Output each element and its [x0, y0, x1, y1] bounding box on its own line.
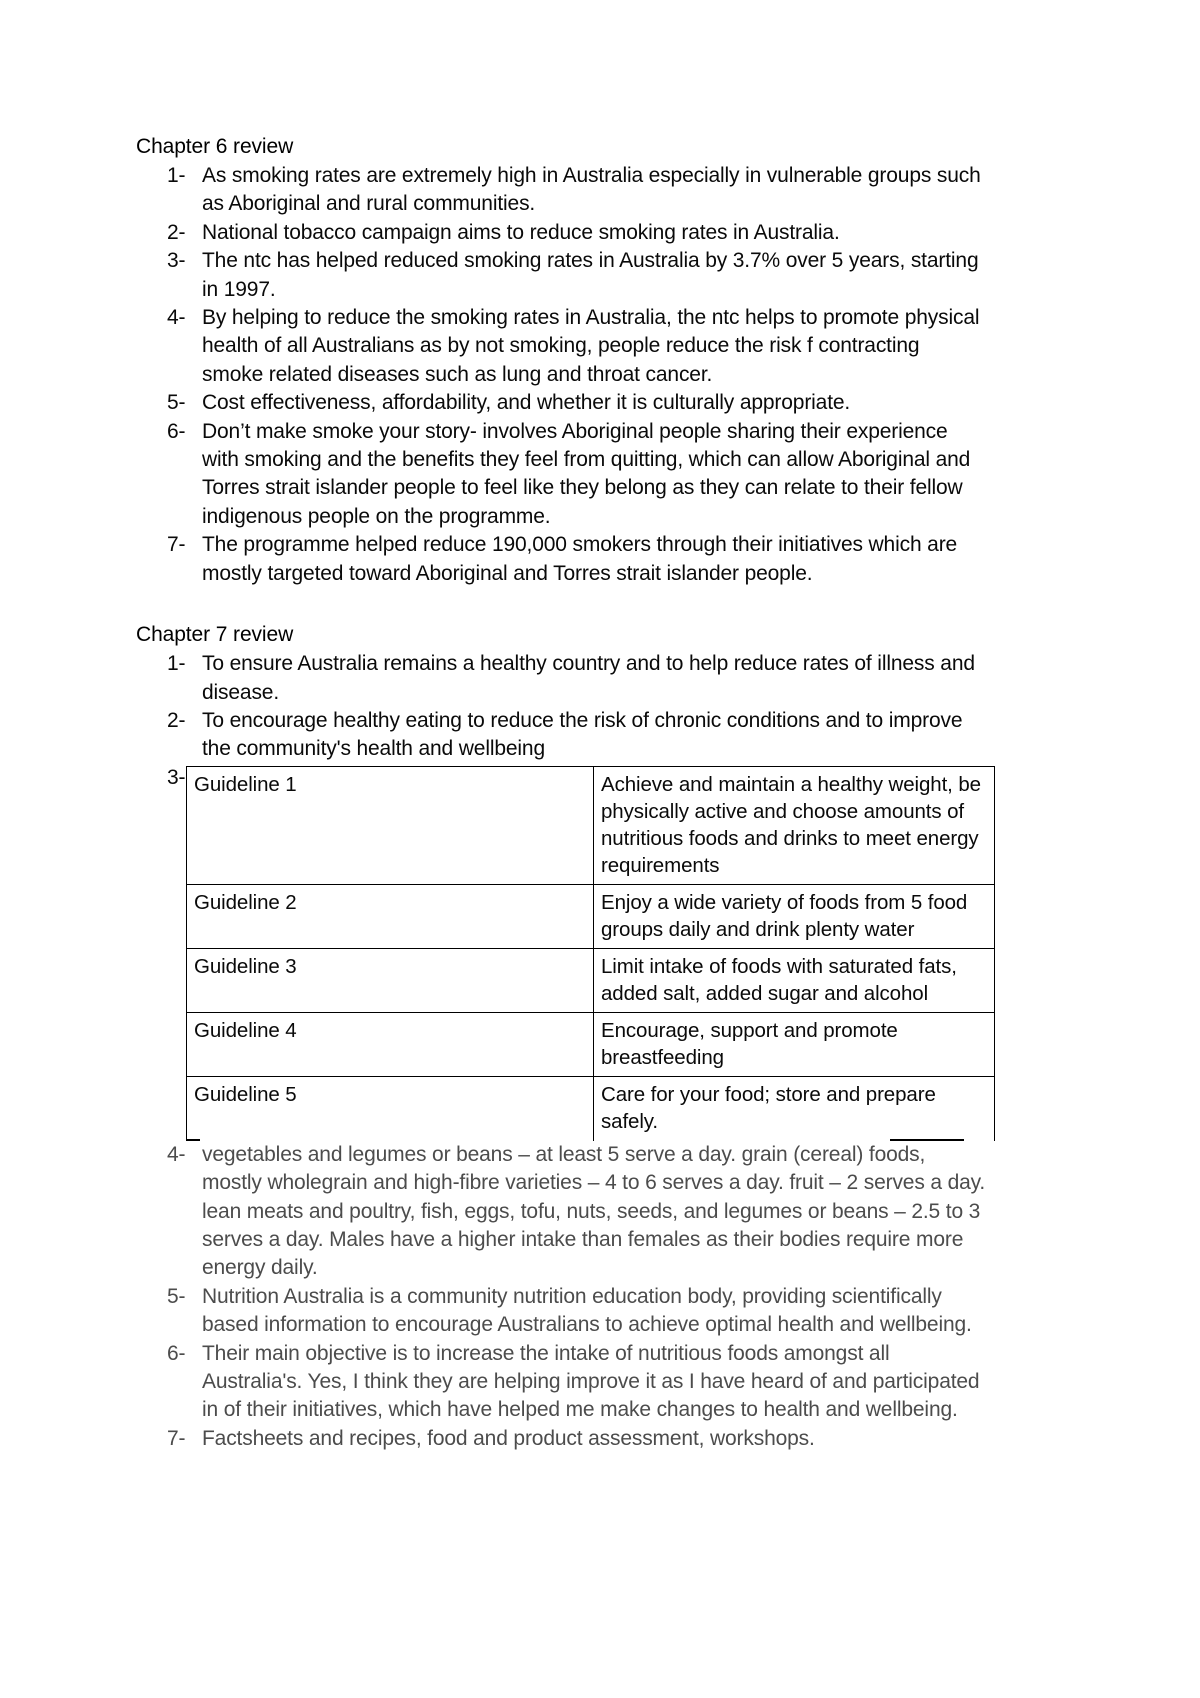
list-item-marker: 4-: [167, 306, 186, 330]
list-item-marker: 3-: [167, 765, 186, 789]
table-row: [187, 948, 995, 1012]
list-item-text: To encourage healthy eating to reduce the risk of chronic conditions and to improve the community's health and wellbeing: [202, 708, 963, 761]
list-item-text: To ensure Australia remains a healthy country and to help reduce rates of illness and disease.: [202, 652, 975, 704]
list-item: [136, 418, 986, 532]
section-heading-chapter-7: Chapter 7 review: [136, 623, 294, 647]
list-item-marker: 4-: [167, 1142, 186, 1166]
list-item: [136, 219, 986, 247]
table-row: [187, 766, 995, 884]
list-item-marker: 1-: [167, 164, 186, 187]
list-item-text: The ntc has helped reduced smoking rates in Australia by 3.7% over 5 years, starting in 1997.: [202, 249, 979, 301]
guideline-description: Limit intake of foods with saturated fats, added salt, added sugar and alcohol: [594, 948, 995, 1012]
list-item-marker: 2-: [167, 220, 186, 244]
guideline-description: Care for your food; store and prepare safely.: [594, 1076, 995, 1140]
guideline-label: Guideline 2: [187, 884, 594, 948]
list-item: [136, 1141, 986, 1283]
list-item-marker: 1-: [167, 652, 186, 676]
table-row: [187, 1076, 995, 1140]
section-spacer: [136, 588, 986, 620]
list-item: [136, 162, 986, 219]
list-item-marker: 7-: [167, 1426, 186, 1450]
list-item-marker: 3-: [167, 249, 186, 273]
list-item-marker: 2-: [167, 708, 186, 732]
list-item-text: vegetables and legumes or beans – at least 5 serve a day. grain (cereal) foods, mostly wholegrain and high-fibre varieties – 4 to 6 serves a day. fruit – 2 serves a day. lean meats and poultry, fish, eggs, tofu, nuts, seeds, and legumes or beans – 2.5 to 3 serves a day. Males have a higher intake than females as their bodies require more energy daily.: [202, 1142, 986, 1280]
guideline-description: Encourage, support and promote breastfeeding: [594, 1012, 995, 1076]
document-body: [136, 132, 986, 1453]
guideline-label: Guideline 3: [187, 948, 594, 1012]
guideline-description: Achieve and maintain a healthy weight, be physically active and choose amounts of nutritious foods and drinks to meet energy requirements: [594, 766, 995, 884]
guideline-description: Enjoy a wide variety of foods from 5 food groups daily and drink plenty water: [594, 884, 995, 948]
list-item-text: Their main objective is to increase the intake of nutritious foods amongst all Australia's. Yes, I think they are helping improve it as I have heard of and participated in of their initiatives, which have helped me make changes to health and wellbeing.: [202, 1341, 980, 1422]
guideline-label: Guideline 1: [187, 766, 594, 884]
list-item-text: National tobacco campaign aims to reduce smoking rates in Australia.: [202, 220, 840, 244]
section-heading-chapter-6: Chapter 6 review: [136, 135, 294, 158]
table-row: [187, 1012, 995, 1076]
list-item-text: By helping to reduce the smoking rates in Australia, the ntc helps to promote physical health of all Australians as by not smoking, people reduce the risk f contracting smoke related diseases such as lung and throat cancer.: [202, 306, 980, 386]
list-item: [136, 707, 986, 764]
list-item-marker: 5-: [167, 391, 186, 415]
chapter-7-continued-list: [136, 1141, 986, 1453]
guideline-label: Guideline 5: [187, 1076, 594, 1140]
guidelines-table-wrapper: [186, 766, 981, 1141]
list-item-text: The programme helped reduce 190,000 smokers through their initiatives which are mostly targeted toward Aboriginal and Torres strait islander people.: [202, 533, 958, 585]
guidelines-table: [186, 766, 995, 1141]
list-item-marker: 7-: [167, 533, 186, 557]
list-item: [136, 531, 986, 588]
list-item-text: Factsheets and recipes, food and product assessment, workshops.: [202, 1426, 815, 1450]
list-item: [136, 1425, 986, 1453]
list-item-marker: 6-: [167, 419, 186, 443]
chapter-6-list: [136, 162, 986, 588]
list-item-text: Cost effectiveness, affordability, and whether it is culturally appropriate.: [202, 391, 851, 415]
list-item-marker: 5-: [167, 1284, 186, 1308]
list-item-text: As smoking rates are extremely high in Australia especially in vulnerable groups such as Aboriginal and rural communities.: [202, 164, 981, 216]
list-item: [136, 389, 986, 417]
guideline-label: Guideline 4: [187, 1012, 594, 1076]
list-item: [136, 1340, 986, 1425]
list-item: [136, 650, 986, 707]
list-item-text: Nutrition Australia is a community nutrition education body, providing scientifically based information to encourage Australians to achieve optimal health and wellbeing.: [202, 1284, 972, 1337]
list-item: [136, 1283, 986, 1340]
table-row: [187, 884, 995, 948]
list-item: [136, 304, 986, 389]
list-item-text: Don’t make smoke your story- involves Aboriginal people sharing their experience with smoking and the benefits they feel from quitting, which can allow Aboriginal and Torres strait islander people to feel like they belong as they can relate to their fellow indigenous people on the programme.: [202, 419, 971, 528]
list-item: [136, 247, 986, 304]
list-item-marker: 6-: [167, 1341, 186, 1365]
